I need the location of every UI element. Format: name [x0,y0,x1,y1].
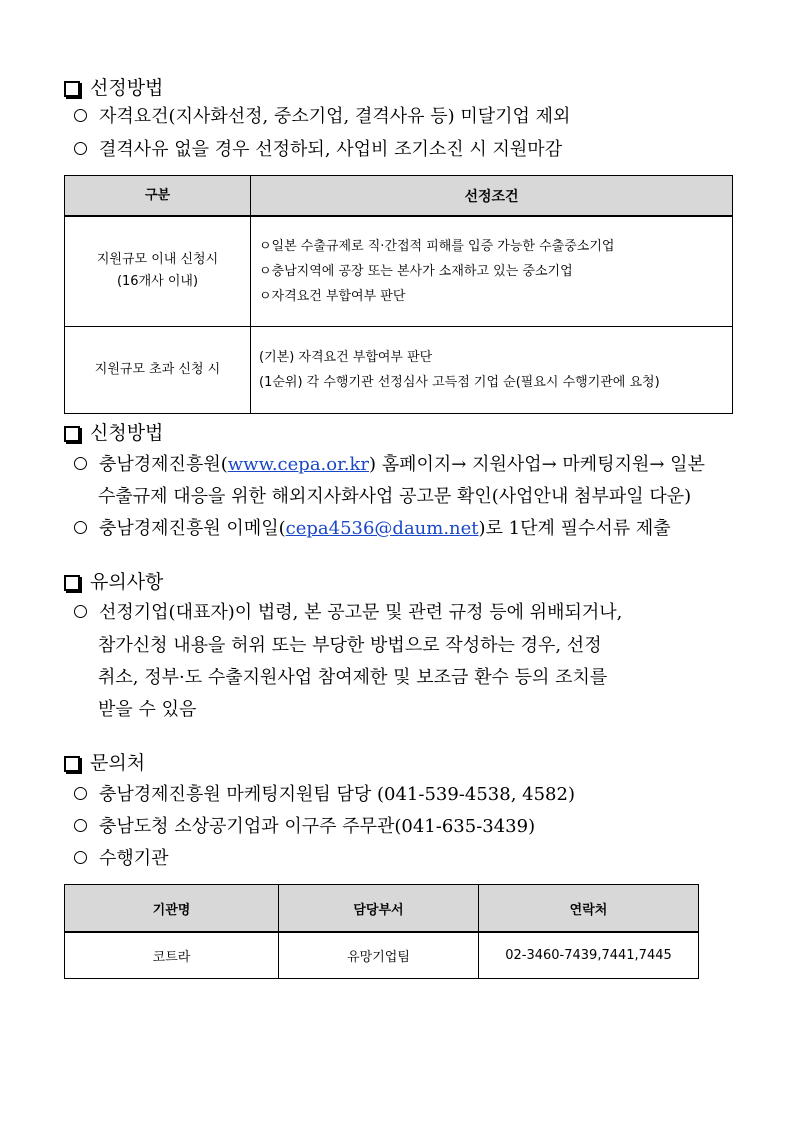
contact-bullet-2: 충남도청 소상공기업과 이구주 주무관(041-635-3439) [74,815,535,839]
selection-criteria-table [64,175,733,414]
table-header-category: 구분 [65,176,251,217]
table-cell-phone: 02-3460-7439,7441,7445 [479,932,699,979]
table-row [65,216,733,326]
circle-bullet-icon [74,521,87,534]
table-row [65,932,699,979]
checkbox-square-icon [64,756,80,772]
circle-bullet-icon [74,605,87,618]
circle-bullet-icon [74,787,87,800]
selection-bullet-2: 결격사유 없을 경우 선정하되, 사업비 조기소진 시 지원마감 [74,138,562,162]
apply-bullet-2: 충남경제진흥원 이메일( cepa4536@daum.net )로 1단계 필수서류 제출 [74,517,671,541]
section-heading-selection: 선정방법 [64,76,163,100]
section-heading-notice: 유의사항 [64,570,163,594]
section-heading-contact: 문의처 [64,751,145,775]
apply-bullet-1: 충남경제진흥원( www.cepa.or.kr ) 홈페이지→ 지원사업→ 마케팅지원→ 일본 [74,453,705,477]
contact-bullet-3: 수행기관 [74,847,169,871]
table-cell-conditions: (기본) 자격요건 부합여부 판단 (1순위) 각 수행기관 선정심사 고득점 기업 순(필요시 수행기관에 요청) [251,326,733,413]
checkbox-square-icon [64,81,80,97]
notice-bullet: 선정기업(대표자)이 법령, 본 공고문 및 관련 규정 등에 위배되거나, [74,601,622,625]
circle-bullet-icon [74,457,87,470]
notice-line-3: 취소, 정부·도 수출지원사업 참여제한 및 보조금 환수 등의 조치를 [98,667,608,688]
table-header-row [65,885,699,933]
table-header-row [65,176,733,217]
contact-bullet-1: 충남경제진흥원 마케팅지원팀 담당 (041-539-4538, 4582) [74,783,575,807]
email-link[interactable]: cepa4536@daum.net [285,518,479,539]
circle-bullet-icon [74,142,87,155]
table-cell-department: 유망기업팀 [279,932,479,979]
table-cell-agency: 코트라 [65,932,279,979]
checkbox-square-icon [64,426,80,442]
table-header-agency: 기관명 [65,885,279,933]
apply-bullet-1-continuation: 수출규제 대응을 위한 해외지사화사업 공고문 확인(사업안내 첨부파일 다운) [98,486,692,507]
table-header-department: 담당부서 [279,885,479,933]
table-header-conditions: 선정조건 [251,176,733,217]
selection-bullet-1: 자격요건(지사화선정, 중소기업, 결격사유 등) 미달기업 제외 [74,105,570,129]
section-heading-apply: 신청방법 [64,421,163,445]
circle-bullet-icon [74,109,87,122]
agency-table [64,884,699,979]
checkbox-square-icon [64,575,80,591]
circle-bullet-icon [74,819,87,832]
table-cell-category: 지원규모 이내 신청시 (16개사 이내) [65,216,251,326]
notice-line-4: 받을 수 있음 [98,699,197,720]
website-link[interactable]: www.cepa.or.kr [227,454,369,475]
table-header-phone: 연락처 [479,885,699,933]
circle-bullet-icon [74,851,87,864]
table-cell-conditions: ㅇ일본 수출규제로 직·간접적 피해를 입증 가능한 수출중소기업 ㅇ충남지역에 공장 또는 본사가 소재하고 있는 중소기업 ㅇ자격요건 부합여부 판단 [251,216,733,326]
table-row [65,326,733,413]
table-cell-category: 지원규모 초과 신청 시 [65,326,251,413]
notice-line-2: 참가신청 내용을 허위 또는 부당한 방법으로 작성하는 경우, 선정 [98,635,602,656]
